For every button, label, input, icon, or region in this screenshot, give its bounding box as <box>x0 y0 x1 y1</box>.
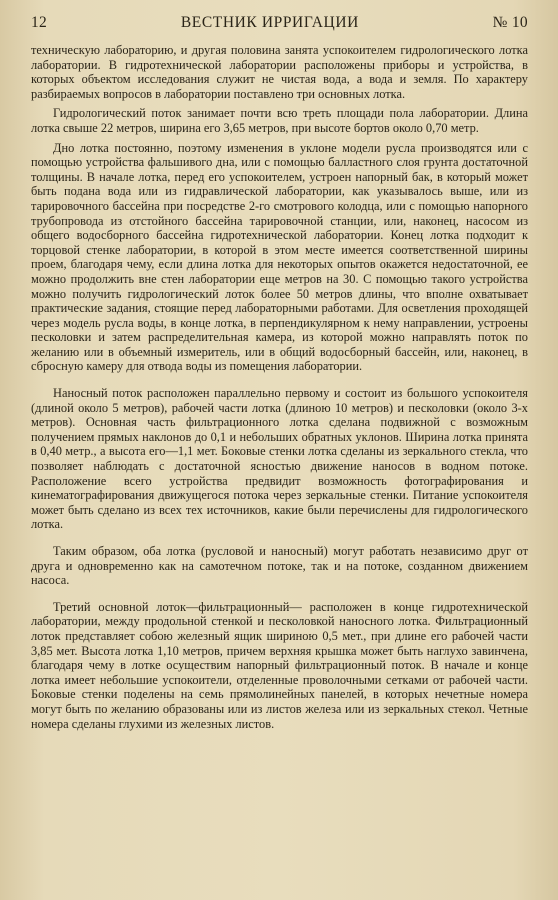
paragraph-1: техническую лабораторию, и другая половина занята успокоителем гидрологического лотка лаборатории. В гидротехнической лаборатории расположены приборы и устройства, в которых объектом исследования служит не чистая вода, а вода и земля. По характеру разбираемых вопросов в лаборатории поставлено три основных лотка. <box>31 43 528 101</box>
running-header <box>31 14 528 36</box>
paragraph-4: Наносный поток расположен параллельно первому и состоит из большого успокоителя (длиной около 5 метров), рабочей части лотка (длиною 10 метров) и песколовки (около 3-х метров). Основная часть фильтрационного лотка сделана подвижной с возможным получением прямых наклонов до 0,1 и небольших обратных уклонов. Ширина лотка принята в 0,40 метр., а высота его—1,1 мет. Боковые стенки лотка сделаны из зеркального стекла, что позволяет наблюдать с достаточной ясностью движение наносов в водном потоке. Расположение всего устройства предвидит возможность фотографирования и кинематографирования движущегося потока через зеркальные стенки. Питание успокоителя может быть сделано из всех тех источников, какие были перечислены для гидрологического лотка. <box>31 386 528 532</box>
paragraph-6: Третий основной лоток—фильтрационный— расположен в конце гидротехнической лаборатории, между продольной стенкой и песколовкой наносного лотка. Фильтрационный лоток представляет собою железный ящик шириною 0,5 мет., при длине его рабочей части 3,85 мет. Высота лотка 1,10 метров, причем верхняя крышка может быть наглухо завинчена, благодаря чему в лотке осуществим напорный фильтрационный поток. В начале и конце лотка имеет небольшие успокоители, отделенные проволочными сетками от рабочей части. Боковые стенки поделены на семь прямолинейных панелей, в которых нечетные номера могут быть по желанию образованы или из листов железа или из зеркальных стекол. Четные номера сделаны глухими из железных листов. <box>31 599 528 731</box>
paragraph-2: Гидрологический поток занимает почти всю треть площади пола лаборатории. Длина лотка свыше 22 метров, ширина его 3,65 метров, при высоте бортов около 0,70 метр. <box>31 106 528 135</box>
article-body <box>31 43 528 731</box>
paragraph-3: Дно лотка постоянно, поэтому изменения в уклоне модели русла производятся или с помощью устройства фальшивого дна, или с помощью балластного слоя грунта достаточной толщины. В начале лотка, перед его успокоителем, устроен напорный бак, в который может быть подана вода или из гидравлической лаборатории, как указывалось выше, или из тарировочного бассейна при посредстве 2-го смотрового колодца, или с помощью напорного трубопровода из отстойного бассейна тарировочной станции, или, наконец, насосом из общего водосборного бассейна гидротехнической лаборатории. Конец лотка подходит к торцовой стенке лаборатории, в которой в этом месте имеется соответственной ширины проем, благодаря чему, если длина лотка для некоторых опытов окажется недостаточной, ее можно продолжить вне стен лаборатории еще метров на 30. С помощью такого устройства можно получить гидрологический лоток более 50 метров длины, что вполне охватывает практические задания, стоящие перед лабораторными работами. Для осветления проходящей через модель русла воды, в конце лотка, в перпендикулярном к нему направлении, устроены песколовки и затем распределительная камера, из которой можно направлять поток по желанию или в объемный измеритель, или в общий водосборный бассейн, или, наконец, в сбросную камеру для отвода воды из помещения лаборатории. <box>31 140 528 374</box>
journal-title: ВЕСТНИК ИРРИГАЦИИ <box>180 14 359 31</box>
issue-number: № 10 <box>492 14 528 31</box>
paragraph-5: Таким образом, оба лотка (русловой и наносный) могут работать независимо друг от друга и одновременно как на самотечном потоке, так и на потоке, созданном движением насоса. <box>31 544 528 588</box>
page-number: 12 <box>31 14 48 31</box>
